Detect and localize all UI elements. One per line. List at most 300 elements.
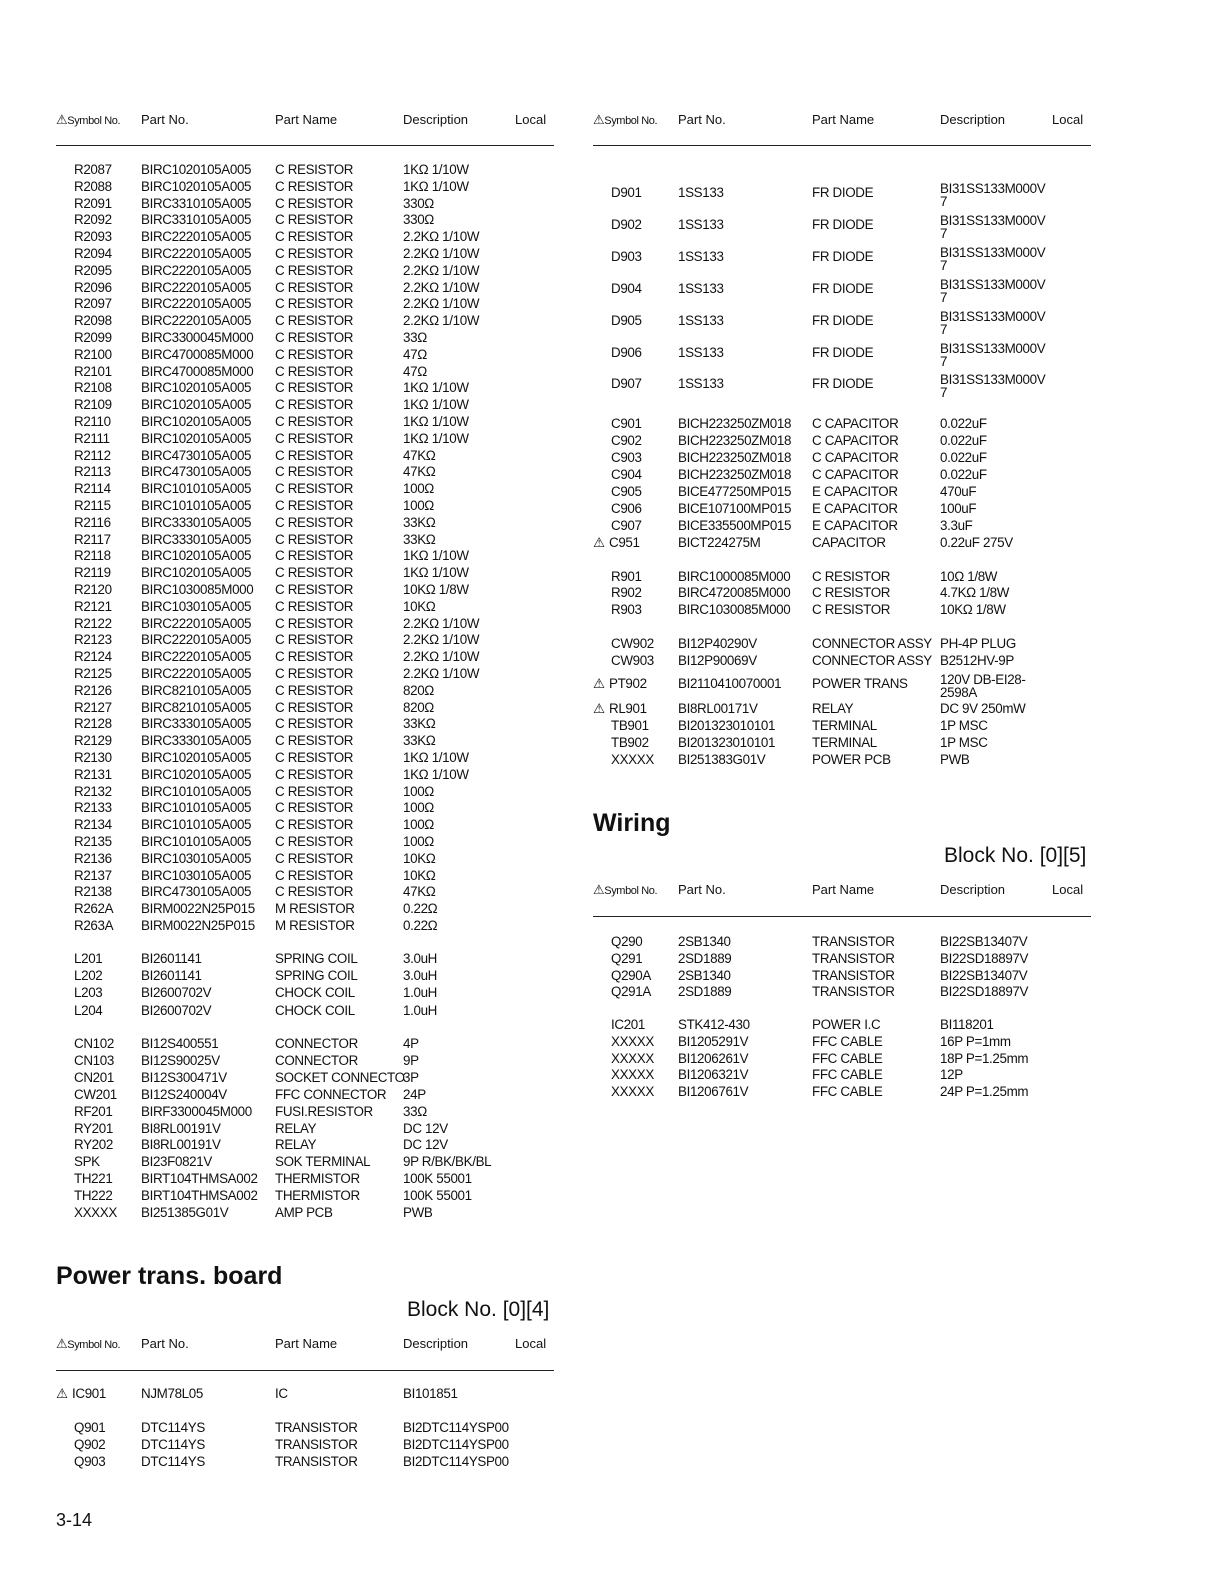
table-row: [56, 1454, 556, 1470]
part-name: FFC CONNECTOR: [275, 1087, 387, 1102]
description: 24P P=1.25mm: [940, 1084, 1029, 1099]
symbol-no: TH221: [74, 1171, 113, 1186]
table-row: [593, 602, 1093, 618]
power-trans-header-rule: [56, 1370, 554, 1371]
description: 10KΩ 1/8W: [403, 582, 469, 597]
description: 100Ω: [403, 784, 434, 799]
symbol-no: SPK: [74, 1154, 100, 1169]
table-row: [593, 341, 1093, 369]
table-row: [56, 515, 556, 531]
part-no: BI12P40290V: [678, 636, 757, 651]
symbol-no: D903: [611, 249, 642, 264]
table-row: [593, 585, 1093, 601]
symbol-no: R2138: [74, 884, 112, 899]
part-no: BIRC1020105A005: [141, 431, 252, 446]
part-no: BIRC1030105A005: [141, 851, 252, 866]
description: 47Ω: [403, 364, 427, 379]
part-no: 1SS133: [678, 313, 724, 328]
description: BI22SB13407V: [940, 968, 1028, 983]
symbol-no: R2132: [74, 784, 112, 799]
table-row: [56, 179, 556, 195]
table-row: [56, 565, 556, 581]
description: 100K 55001: [403, 1188, 472, 1203]
part-no: BI201323010101: [678, 718, 776, 733]
part-no: BIRC1010105A005: [141, 817, 252, 832]
symbol-no: R2137: [74, 868, 112, 883]
symbol-header: ⚠Symbol No.: [593, 112, 658, 127]
description: 330Ω: [403, 196, 434, 211]
wiring-title: Wiring: [593, 809, 671, 837]
symbol-no: R902: [611, 585, 642, 600]
part-no: BIRC1010105A005: [141, 800, 252, 815]
part-name: C RESISTOR: [275, 700, 354, 715]
part-no: BIRC3330105A005: [141, 733, 252, 748]
warning-triangle-icon: ⚠: [56, 1386, 68, 1401]
part-name: C RESISTOR: [275, 397, 354, 412]
part-name: CONNECTOR ASSY: [812, 636, 932, 651]
description: 1KΩ 1/10W: [403, 414, 469, 429]
part-name: C RESISTOR: [275, 464, 354, 479]
part-name: TERMINAL: [812, 718, 877, 733]
symbol-no: R2100: [74, 347, 112, 362]
table-row: [56, 851, 556, 867]
description: 12P: [940, 1067, 963, 1082]
part-no: DTC114YS: [141, 1420, 205, 1435]
part-no: NJM78L05: [141, 1386, 203, 1401]
part-no-header: Part No.: [141, 1336, 189, 1351]
symbol-no: C951: [609, 535, 640, 550]
description: BI2DTC114YSP00: [403, 1420, 509, 1435]
part-name: C RESISTOR: [275, 616, 354, 631]
description: 100Ω: [403, 498, 434, 513]
part-name: C RESISTOR: [275, 582, 354, 597]
symbol-no: R2131: [74, 767, 112, 782]
description: 330Ω: [403, 212, 434, 227]
table-row: [56, 431, 556, 447]
part-name: TRANSISTOR: [812, 984, 895, 999]
part-name: THERMISTOR: [275, 1171, 360, 1186]
symbol-no: CN103: [74, 1053, 114, 1068]
part-name: C RESISTOR: [275, 750, 354, 765]
part-no: BI2601141: [141, 951, 202, 966]
description: 10KΩ: [403, 851, 436, 866]
part-no: BIRC1030085M000: [678, 602, 791, 617]
part-no: BI2600702V: [141, 985, 212, 1000]
table-row: [56, 229, 556, 245]
table-row: [56, 716, 556, 732]
part-name: C RESISTOR: [275, 632, 354, 647]
part-name: SOK TERMINAL: [275, 1154, 371, 1169]
part-no: BIRC2220105A005: [141, 313, 252, 328]
table-row: [56, 212, 556, 228]
description: BI2DTC114YSP00: [403, 1437, 509, 1452]
wiring-table-header: [593, 882, 1093, 902]
part-no: BIRC2220105A005: [141, 616, 252, 631]
part-name: TRANSISTOR: [812, 951, 895, 966]
symbol-no: RY201: [74, 1121, 113, 1136]
symbol-no: D906: [611, 345, 642, 360]
symbol-no: Q291A: [611, 984, 651, 999]
part-no: BIRC1020105A005: [141, 548, 252, 563]
table-row: [56, 263, 556, 279]
symbol-no: R2116: [74, 515, 111, 530]
symbol-no: IC901: [72, 1386, 106, 1401]
part-no: BI1205291V: [678, 1034, 749, 1049]
description: 33Ω: [403, 1104, 427, 1119]
table-row: [56, 548, 556, 564]
part-name: C RESISTOR: [275, 851, 354, 866]
part-name: C RESISTOR: [812, 569, 891, 584]
part-no-header: Part No.: [678, 882, 726, 897]
table-row: [56, 985, 556, 1001]
table-row: [593, 1051, 1093, 1067]
symbol-no: R2117: [74, 532, 111, 547]
description: 1KΩ 1/10W: [403, 548, 469, 563]
table-row: [56, 1420, 556, 1436]
part-no: BIRC2220105A005: [141, 280, 252, 295]
symbol-no: D901: [611, 185, 642, 200]
description: 100Ω: [403, 817, 434, 832]
part-name: M RESISTOR: [275, 901, 355, 916]
symbol-no: C906: [611, 501, 642, 516]
description: 0.22Ω: [403, 901, 438, 916]
description: 0.022uF: [940, 467, 987, 482]
part-name: AMP PCB: [275, 1205, 333, 1220]
table-row: [593, 653, 1093, 669]
table-row: [593, 951, 1093, 967]
description: 10KΩ: [403, 599, 436, 614]
symbol-no: R2123: [74, 632, 112, 647]
table-row: [593, 701, 1093, 717]
symbol-no: L203: [74, 985, 103, 1000]
page-number: 3-14: [56, 1510, 93, 1530]
part-no: BI8RL00171V: [678, 701, 758, 716]
part-name: SPRING COIL: [275, 951, 358, 966]
description: 10KΩ: [403, 868, 436, 883]
description: 47KΩ: [403, 464, 436, 479]
part-name: CHOCK COIL: [275, 1003, 355, 1018]
description-header: Description: [403, 112, 469, 127]
part-no: 1SS133: [678, 345, 724, 360]
part-no: 1SS133: [678, 185, 724, 200]
symbol-no: R2091: [74, 196, 112, 211]
symbol-no: D902: [611, 217, 642, 232]
part-no: BI12S300471V: [141, 1070, 227, 1085]
part-no: BI2601141: [141, 968, 202, 983]
symbol-no: R2097: [74, 296, 112, 311]
table-row: [56, 196, 556, 212]
description: 2.2KΩ 1/10W: [403, 296, 480, 311]
part-name: FFC CABLE: [812, 1051, 883, 1066]
symbol-no: R2101: [74, 364, 112, 379]
symbol-no: R2110: [74, 414, 111, 429]
table-row: [593, 968, 1093, 984]
right-header-rule: [593, 145, 1091, 146]
part-name: C RESISTOR: [812, 585, 891, 600]
part-name: FUSI.RESISTOR: [275, 1104, 373, 1119]
symbol-header: ⚠Symbol No.: [593, 882, 658, 897]
part-name: C RESISTOR: [812, 602, 891, 617]
description: 2.2KΩ 1/10W: [403, 666, 480, 681]
symbol-no: R2095: [74, 263, 112, 278]
part-no: BIRC2220105A005: [141, 632, 252, 647]
description: 1KΩ 1/10W: [403, 162, 469, 177]
part-no: BIRT104THMSA002: [141, 1171, 258, 1186]
part-no: BICH223250ZM018: [678, 433, 792, 448]
part-name: C RESISTOR: [275, 733, 354, 748]
table-row: [56, 868, 556, 884]
symbol-no: Q901: [74, 1420, 106, 1435]
part-no: BIRC1010105A005: [141, 498, 252, 513]
part-no: BIRC3310105A005: [141, 212, 252, 227]
part-name: C RESISTOR: [275, 548, 354, 563]
table-row: [56, 632, 556, 648]
symbol-no: C903: [611, 450, 642, 465]
symbol-no: R2094: [74, 246, 112, 261]
warning-triangle-icon: ⚠: [593, 112, 605, 127]
description: 0.022uF: [940, 433, 987, 448]
table-row: [593, 718, 1093, 734]
part-name: C RESISTOR: [275, 212, 354, 227]
symbol-no: D907: [611, 376, 642, 391]
part-no: BIRC2220105A005: [141, 246, 252, 261]
part-no: BIRC2220105A005: [141, 649, 252, 664]
description: 9P R/BK/BK/BL: [403, 1154, 492, 1169]
part-name: C RESISTOR: [275, 162, 354, 177]
symbol-no: R262A: [74, 901, 114, 916]
part-no: BIRC8210105A005: [141, 683, 252, 698]
part-name: FFC CABLE: [812, 1067, 883, 1082]
description: 33KΩ: [403, 716, 436, 731]
table-row: [593, 518, 1093, 534]
symbol-header: ⚠Symbol No.: [56, 1336, 121, 1351]
part-name: POWER PCB: [812, 752, 891, 767]
description: 1KΩ 1/10W: [403, 767, 469, 782]
symbol-no: R2108: [74, 380, 112, 395]
part-name: C RESISTOR: [275, 330, 354, 345]
part-no: BIRC4730105A005: [141, 884, 252, 899]
part-no: STK412-430: [678, 1017, 750, 1032]
symbol-no: R2109: [74, 397, 112, 412]
symbol-no: XXXXX: [611, 1084, 654, 1099]
part-name: TRANSISTOR: [275, 1420, 358, 1435]
power-trans-block-no: Block No. [0][4]: [407, 1298, 550, 1321]
part-no: 1SS133: [678, 217, 724, 232]
table-row: [56, 448, 556, 464]
symbol-no: IC201: [611, 1017, 645, 1032]
symbol-no: R2130: [74, 750, 112, 765]
part-name: C RESISTOR: [275, 800, 354, 815]
table-row: [593, 1067, 1093, 1083]
description: BI101851: [403, 1386, 458, 1401]
part-no: BIRC8210105A005: [141, 700, 252, 715]
table-row: [593, 416, 1093, 432]
table-row: [56, 296, 556, 312]
table-row: [593, 484, 1093, 500]
part-name: C RESISTOR: [275, 380, 354, 395]
symbol-no: R2098: [74, 313, 112, 328]
part-no: 1SS133: [678, 376, 724, 391]
part-no: BIRC1030085M000: [141, 582, 254, 597]
table-row: [593, 1017, 1093, 1033]
part-name: C CAPACITOR: [812, 450, 899, 465]
table-row: [56, 1188, 556, 1204]
symbol-no: R2125: [74, 666, 112, 681]
part-no: BI1206761V: [678, 1084, 749, 1099]
part-no: BIRC3330105A005: [141, 716, 252, 731]
symbol-no: R2118: [74, 548, 111, 563]
part-name: M RESISTOR: [275, 918, 355, 933]
part-no: BIRC4700085M000: [141, 364, 254, 379]
description: 100Ω: [403, 800, 434, 815]
part-no: BICT224275M: [678, 535, 761, 550]
description-header: Description: [940, 112, 1006, 127]
part-no: BIRC1020105A005: [141, 162, 252, 177]
symbol-no: R2128: [74, 716, 112, 731]
table-row: [56, 397, 556, 413]
symbol-no: R2093: [74, 229, 112, 244]
symbol-no: C905: [611, 484, 642, 499]
part-no: BIRC1020105A005: [141, 750, 252, 765]
table-row: [56, 884, 556, 900]
part-no: BI8RL00191V: [141, 1137, 221, 1152]
description: BI22SD18897V: [940, 984, 1029, 999]
part-name: C RESISTOR: [275, 515, 354, 530]
part-name-header: Part Name: [812, 112, 875, 127]
table-row: [593, 433, 1093, 449]
part-no: BICH223250ZM018: [678, 450, 792, 465]
local-header: Local: [515, 112, 547, 127]
part-name: FR DIODE: [812, 313, 874, 328]
description: 1KΩ 1/10W: [403, 431, 469, 446]
warning-triangle-icon: ⚠: [593, 535, 605, 550]
table-row: [56, 1121, 556, 1137]
part-name: CAPACITOR: [812, 535, 886, 550]
part-name: C RESISTOR: [275, 414, 354, 429]
part-no-header: Part No.: [141, 112, 189, 127]
symbol-no: R901: [611, 569, 642, 584]
description: 3.3uF: [940, 518, 973, 533]
part-name: E CAPACITOR: [812, 501, 898, 516]
part-no: BIRC1020105A005: [141, 414, 252, 429]
table-row: [593, 569, 1093, 585]
part-name: C RESISTOR: [275, 196, 354, 211]
table-row: [56, 1003, 556, 1019]
description: 24P: [403, 1087, 426, 1102]
table-row: [56, 733, 556, 749]
left-header-rule: [56, 145, 554, 146]
part-no: DTC114YS: [141, 1437, 205, 1452]
description: 2.2KΩ 1/10W: [403, 229, 480, 244]
symbol-no: R2136: [74, 851, 112, 866]
symbol-no: XXXXX: [74, 1205, 117, 1220]
description: 820Ω: [403, 700, 434, 715]
part-no: BICH223250ZM018: [678, 416, 792, 431]
part-no: BI1206321V: [678, 1067, 749, 1082]
part-name: RELAY: [275, 1137, 317, 1152]
part-name: SPRING COIL: [275, 968, 358, 983]
description: 10KΩ 1/8W: [940, 602, 1006, 617]
part-no: BI8RL00191V: [141, 1121, 221, 1136]
part-name: TERMINAL: [812, 735, 877, 750]
description: DC 12V: [403, 1137, 448, 1152]
part-name: C RESISTOR: [275, 498, 354, 513]
description: 9P: [403, 1053, 419, 1068]
description: 2.2KΩ 1/10W: [403, 280, 480, 295]
description: PWB: [403, 1205, 433, 1220]
symbol-no: R2121: [74, 599, 112, 614]
description: 4.7KΩ 1/8W: [940, 585, 1010, 600]
part-no: BIRC3310105A005: [141, 196, 252, 211]
part-name: C RESISTOR: [275, 532, 354, 547]
part-name: POWER I.C: [812, 1017, 881, 1032]
part-no: BIRT104THMSA002: [141, 1188, 258, 1203]
symbol-no: R2120: [74, 582, 112, 597]
part-name: FR DIODE: [812, 217, 874, 232]
table-row: [56, 162, 556, 178]
description: 1KΩ 1/10W: [403, 380, 469, 395]
description: BI31SS133M000V 7: [940, 245, 1046, 273]
description: BI22SD18897V: [940, 951, 1029, 966]
symbol-no: R2099: [74, 330, 112, 345]
part-name: C RESISTOR: [275, 347, 354, 362]
table-row: [56, 800, 556, 816]
part-no-header: Part No.: [678, 112, 726, 127]
description: 0.22Ω: [403, 918, 438, 933]
description: PWB: [940, 752, 970, 767]
part-no: BIRC1030105A005: [141, 868, 252, 883]
part-no: BIRC2220105A005: [141, 296, 252, 311]
part-name: C RESISTOR: [275, 884, 354, 899]
table-row: [56, 1036, 556, 1052]
part-no: DTC114YS: [141, 1454, 205, 1469]
description: 0.022uF: [940, 416, 987, 431]
symbol-no: XXXXX: [611, 1034, 654, 1049]
symbol-no: R2134: [74, 817, 112, 832]
symbol-no: R2088: [74, 179, 112, 194]
part-name: C CAPACITOR: [812, 433, 899, 448]
description: 3P: [403, 1070, 419, 1085]
local-header: Local: [515, 1336, 547, 1351]
symbol-no: R2114: [74, 481, 111, 496]
part-name: FR DIODE: [812, 281, 874, 296]
symbol-no: R2129: [74, 733, 112, 748]
part-no: BIRC1010105A005: [141, 481, 252, 496]
part-name: RELAY: [275, 1121, 317, 1136]
description: BI118201: [940, 1017, 994, 1032]
part-no: BICE335500MP015: [678, 518, 792, 533]
table-row: [593, 636, 1093, 652]
part-no: 1SS133: [678, 281, 724, 296]
table-row: [593, 535, 1093, 551]
description: 100uF: [940, 501, 977, 516]
description: 2.2KΩ 1/10W: [403, 649, 480, 664]
symbol-no: R2119: [74, 565, 111, 580]
part-no: BI2110410070001: [678, 676, 782, 691]
symbol-no: R2133: [74, 800, 112, 815]
symbol-no: R2092: [74, 212, 112, 227]
part-name-header: Part Name: [812, 882, 875, 897]
symbol-no: C907: [611, 518, 642, 533]
table-row: [56, 380, 556, 396]
symbol-no: C901: [611, 416, 642, 431]
part-name: CONNECTOR: [275, 1053, 358, 1068]
symbol-no: CW902: [611, 636, 654, 651]
table-row: [56, 666, 556, 682]
part-name: SOCKET CONNECTO: [275, 1070, 405, 1085]
table-row: [56, 616, 556, 632]
description: 820Ω: [403, 683, 434, 698]
